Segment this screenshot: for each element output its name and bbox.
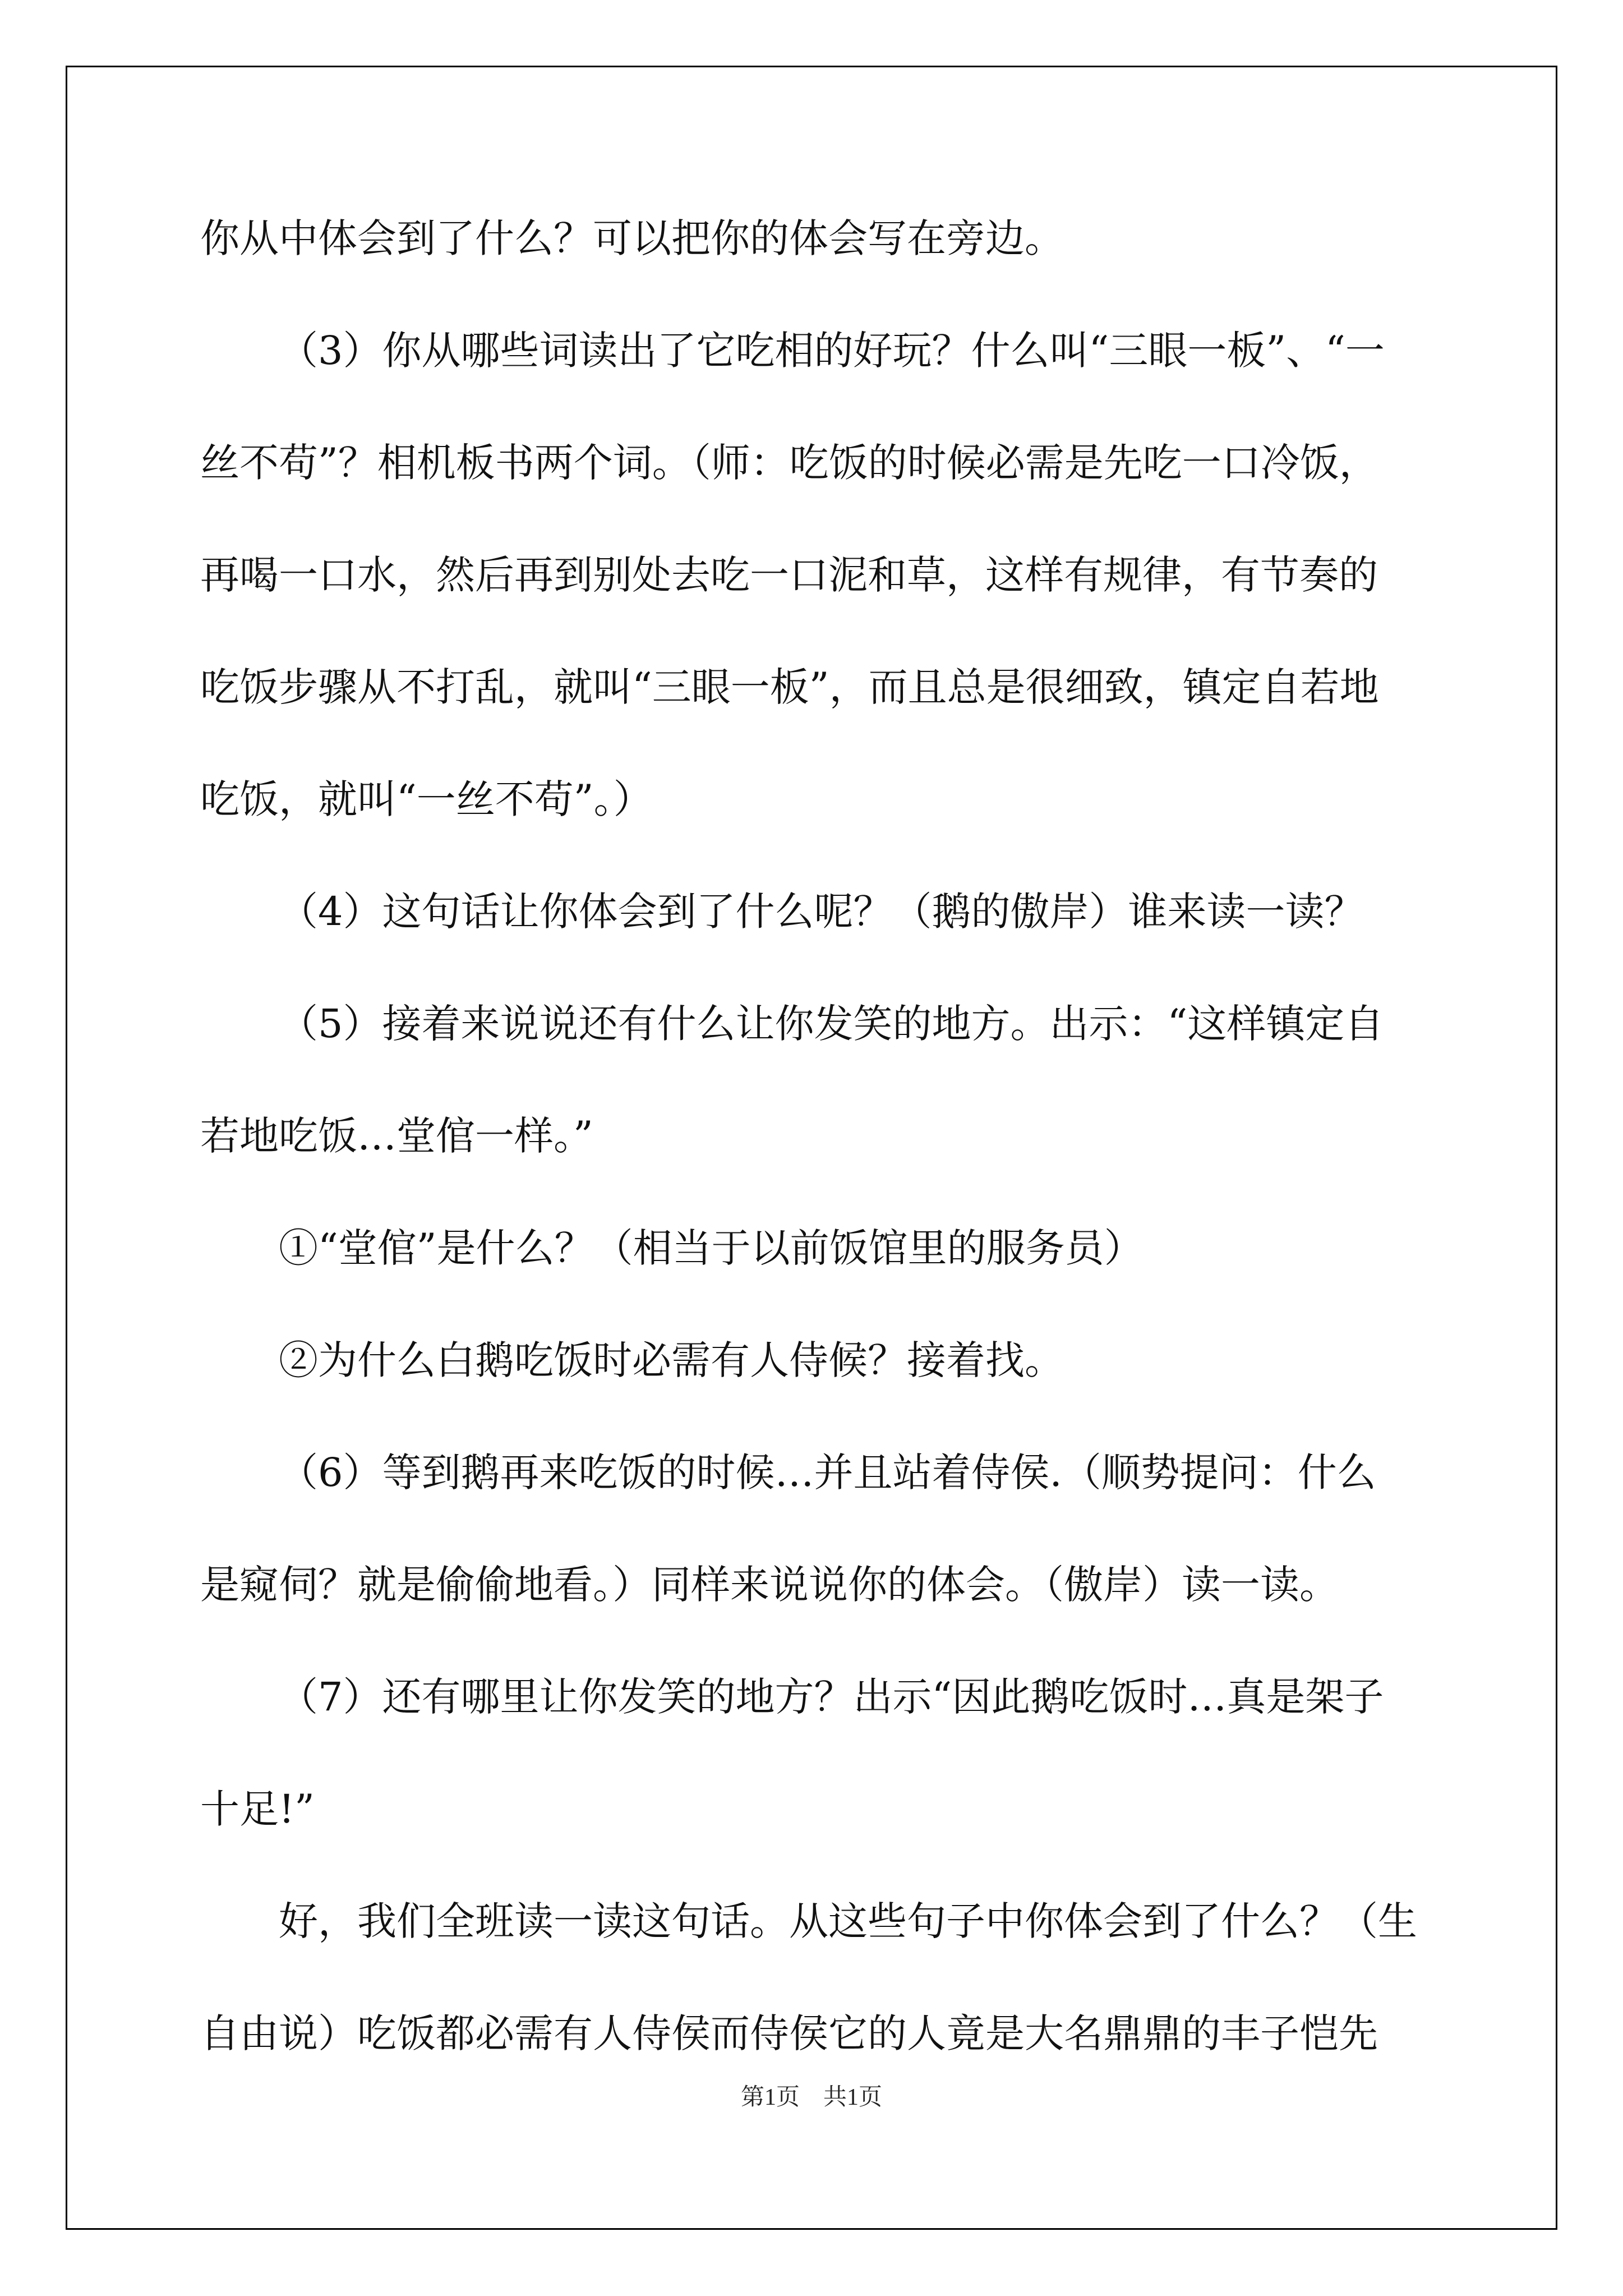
text-line: 是窥伺？就是偷偷地看。）同样来说说你的体会。（傲岸）读一读。 bbox=[200, 1562, 1339, 1608]
page-number: 第1页 共1页 bbox=[740, 2085, 882, 2110]
text-line: 你从中体会到了什么？可以把你的体会写在旁边。 bbox=[200, 215, 1064, 261]
text-line: 丝不苟”？相机板书两个词。（师：吃饭的时候必需是先吃一口冷饭， bbox=[200, 440, 1378, 486]
text-line: 吃饭步骤从不打乱，就叫“三眼一板”，而且总是很细致，镇定自若地 bbox=[200, 664, 1379, 710]
text-line: （6）等到鹅再来吃饭的时候…并且站着侍侯.（顺势提问：什么 bbox=[279, 1450, 1376, 1496]
text-line: （7）还有哪里让你发笑的地方？出示“因此鹅吃饭时…真是架子 bbox=[279, 1674, 1384, 1720]
text-line: 自由说）吃饭都必需有人侍侯而侍侯它的人竟是大名鼎鼎的丰子恺先 bbox=[200, 2010, 1378, 2056]
text-line: 若地吃饭…堂倌一样。” bbox=[200, 1113, 593, 1159]
text-line: ②为什么白鹅吃饭时必需有人侍候？接着找。 bbox=[279, 1337, 1064, 1383]
text-line: 好，我们全班读一读这句话。从这些句子中你体会到了什么？（生 bbox=[279, 1898, 1417, 1944]
text-line: 十足!” bbox=[200, 1786, 315, 1832]
text-line: ①“堂倌”是什么？（相当于以前饭馆里的服务员） bbox=[279, 1225, 1144, 1271]
text-line: 吃饭，就叫“一丝不苟”。） bbox=[200, 776, 653, 822]
text-line: （4）这句话让你体会到了什么呢？（鹅的傲岸）谁来读一读？ bbox=[279, 889, 1364, 935]
text-line: 再喝一口水，然后再到别处去吃一口泥和草，这样有规律，有节奏的 bbox=[200, 552, 1378, 598]
text-line: （5）接着来说说还有什么让你发笑的地方。出示：“这样镇定自 bbox=[279, 1001, 1384, 1047]
text-line: （3）你从哪些词读出了它吃相的好玩？什么叫“三眼一板”、“一 bbox=[279, 328, 1385, 374]
